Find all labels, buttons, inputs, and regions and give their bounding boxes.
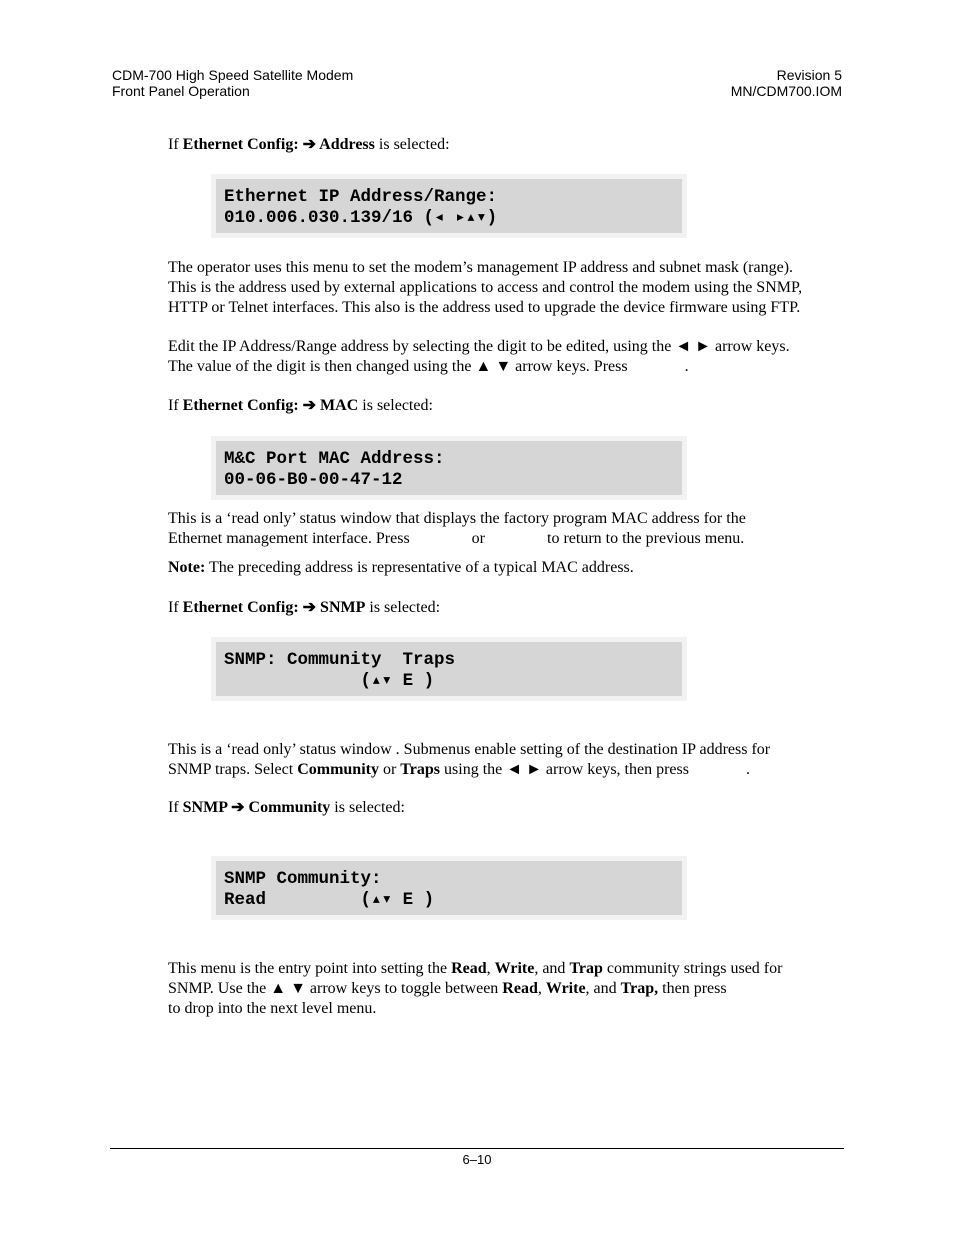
- doc-title: CDM-700 High Speed Satellite Modem: [112, 67, 354, 83]
- page-number: 6–10: [462, 1152, 492, 1167]
- s3-heading: If Ethernet Config: ➔ SNMP is selected:: [168, 599, 441, 616]
- lcd-line-2: (▴▾ E ): [224, 671, 435, 691]
- lcd-line-1: SNMP Community:: [224, 869, 382, 889]
- s4-heading: If SNMP ➔ Community is selected:: [168, 799, 405, 816]
- arrow-right-icon: ➔: [302, 136, 317, 153]
- lcd-line-1: M&C Port MAC Address:: [224, 449, 445, 469]
- doc-section: Front Panel Operation: [112, 83, 250, 99]
- header-right: [731, 67, 842, 99]
- footer-divider: [110, 1148, 844, 1149]
- s1-para2: Edit the IP Address/Range address by selecting the digit to be edited, using the ◄ ► arrow keys. The value of the digit is then changed using the ▲ ▼ arrow keys. Press .: [168, 338, 790, 375]
- header-left: [112, 67, 353, 99]
- lcd-line-2: Read (▴▾ E ): [224, 890, 435, 910]
- arrow-right-icon: ➔: [302, 397, 317, 414]
- s4-para1: This menu is the entry point into setting the Read, Write, and Trap community strings used for SNMP. Use the ▲ ▼ arrow keys to toggle between Read, Write, and Trap, then press to drop into the next level menu.: [168, 960, 783, 1017]
- lcd-ethernet-ip: [211, 174, 687, 238]
- lcd-snmp-community: [211, 856, 687, 920]
- lcd-line-2: 010.006.030.139/16 (◂ ▸▴▾): [224, 208, 498, 228]
- lcd-line-1: SNMP: Community Traps: [224, 650, 456, 670]
- lcd-line-1: Ethernet IP Address/Range:: [224, 187, 498, 207]
- s3-para1: This is a ‘read only’ status window . Submenus enable setting of the destination IP address for SNMP traps. Select Community or Traps using the ◄ ► arrow keys, then press .: [168, 741, 771, 778]
- doc-revision: Revision 5: [776, 67, 842, 83]
- s1-para1: The operator uses this menu to set the modem’s management IP address and subnet mask (range). This is the address used by external applications to access and control the modem using the SNMP, HTTP or Telnet interfaces. This also is the address used to upgrade the device firmware using FTP.: [168, 259, 803, 316]
- arrow-right-icon: ➔: [302, 599, 317, 616]
- doc-id: MN/CDM700.IOM: [730, 83, 842, 99]
- arrow-right-icon: ➔: [231, 799, 245, 816]
- s2-heading: If Ethernet Config: ➔ MAC is selected:: [168, 397, 433, 414]
- s1-heading: If Ethernet Config: ➔ Address is selected:: [168, 136, 450, 153]
- s2-para1: This is a ‘read only’ status window that displays the factory program MAC address for the Ethernet management interface. Press or to return to the previous menu.: [168, 510, 746, 547]
- lcd-snmp: [211, 637, 687, 701]
- lcd-mac-address: [211, 436, 687, 500]
- s2-note: Note: The preceding address is representative of a typical MAC address.: [168, 559, 634, 576]
- lcd-line-2: 00-06-B0-00-47-12: [224, 470, 403, 490]
